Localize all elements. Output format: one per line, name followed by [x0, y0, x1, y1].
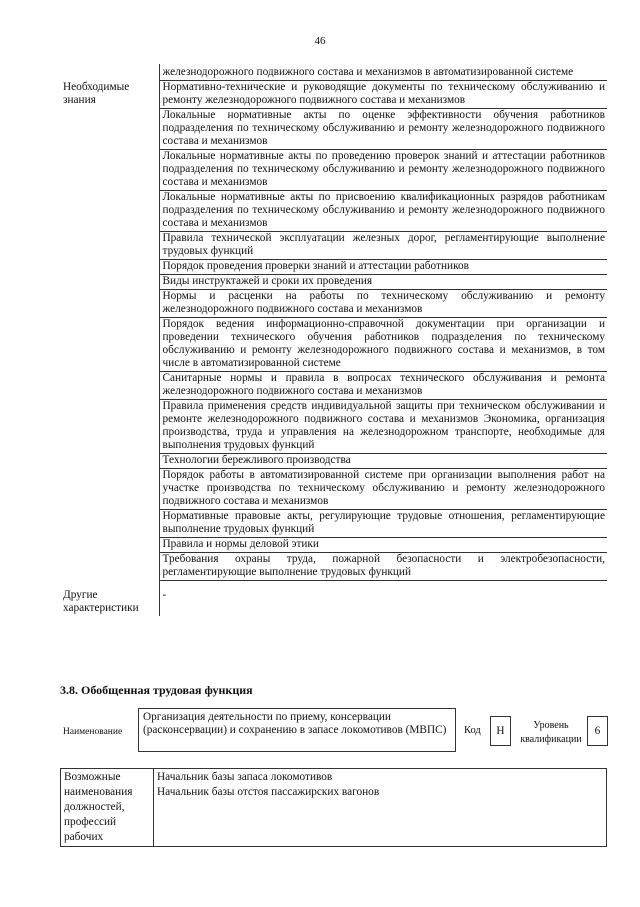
knowledge-item: Нормативные правовые акты, регулирующие трудовые отношения, регламентирующие выполнение трудовых функций: [159, 510, 607, 538]
qualification-level-value: 6: [587, 716, 608, 746]
required-knowledge-label: Необходимые знания: [60, 81, 159, 581]
position-item: Начальник базы отстоя пассажирских вагонов: [157, 786, 380, 798]
table-row: [61, 769, 607, 847]
knowledge-item: Нормы и расценки на работы по техническому обслуживанию и ремонту железнодорожного подвижного состава и механизмов: [159, 290, 607, 318]
code-value: H: [490, 716, 511, 746]
qualification-level-label: Уровень квалификации: [520, 720, 582, 745]
knowledge-item: Требования охраны труда, пожарной безопасности и электробезопасности, регламентирующие выполнение трудовых функций: [159, 553, 607, 581]
positions-list: [154, 769, 607, 847]
table-row: [60, 81, 607, 109]
knowledge-item: Локальные нормативные акты по присвоению квалификационных разрядов работникам подразделения по техническому обслуживанию и ремонту железнодорожного подвижного состава и механизмов: [159, 191, 607, 232]
code-label: Код: [464, 725, 481, 736]
knowledge-item: Порядок работы в автоматизированной системе при организации выполнения работ на участке производства по техническому обслуживанию и ремонту железнодорожного подвижного состава и механизмов: [159, 469, 607, 510]
knowledge-item: Правила и нормы деловой этики: [159, 538, 607, 553]
knowledge-item: Локальные нормативные акты по оценке эффективности обучения работников подразделения по техническому обслуживанию и ремонту железнодорожного подвижного состава и механизмов: [159, 109, 607, 150]
position-item: Начальник базы запаса локомотивов: [157, 771, 333, 783]
knowledge-item: Правила применения средств индивидуальной защиты при техническом обслуживании и ремонте железнодорожного подвижного состава и механизмов Экономика, организация производства, труда и управления на железнодорожном транспорте, необходимые для выполнения трудовых функций: [159, 400, 607, 454]
page-number: 46: [314, 35, 326, 47]
positions-table: [60, 768, 607, 847]
knowledge-item: Порядок проведения проверки знаний и аттестации работников: [159, 260, 607, 275]
knowledge-item: Правила технической эксплуатации железных дорог, регламентирующие выполнение трудовых функций: [159, 232, 607, 260]
knowledge-item: Нормативно-технические и руководящие документы по техническому обслуживанию и ремонту железнодорожного подвижного состава и механизмов: [159, 81, 607, 109]
name-label: Наименование: [63, 727, 123, 737]
knowledge-item: Технологии бережливого производства: [159, 454, 607, 469]
other-characteristics-label: Другие характеристики: [60, 581, 159, 616]
table-row: [60, 64, 607, 81]
knowledge-item: Виды инструктажей и сроки их проведения: [159, 275, 607, 290]
knowledge-item: Санитарные нормы и правила в вопросах технического обслуживания и ремонта железнодорожного подвижного состава и механизмов: [159, 372, 607, 400]
continuation-text: железнодорожного подвижного состава и механизмов в автоматизированной системе: [159, 64, 607, 81]
knowledge-item: Порядок ведения информационно-справочной документации при организации и проведении технического обучения работников подразделения по техническому обслуживанию и ремонту железнодорожного подвижного состава и механизмов, в том числе в автоматизированной системе: [159, 318, 607, 372]
knowledge-item: Локальные нормативные акты по проведению проверок знаний и аттестации работников подразделения по техническому обслуживанию и ремонту железнодорожного подвижного состава и механизмов: [159, 150, 607, 191]
section-title: 3.8. Обобщенная трудовая функция: [60, 683, 253, 697]
positions-label: Возможные наименования должностей, профессий рабочих: [61, 769, 154, 847]
function-name-value: Организация деятельности по приему, консервации (расконсервации) и сохранению в запасе локомотивов (МВПС): [138, 708, 456, 752]
required-knowledge-table: [60, 64, 607, 616]
generalized-function-row: [60, 708, 607, 752]
other-characteristics-value: -: [162, 589, 167, 601]
table-row: [60, 581, 607, 616]
